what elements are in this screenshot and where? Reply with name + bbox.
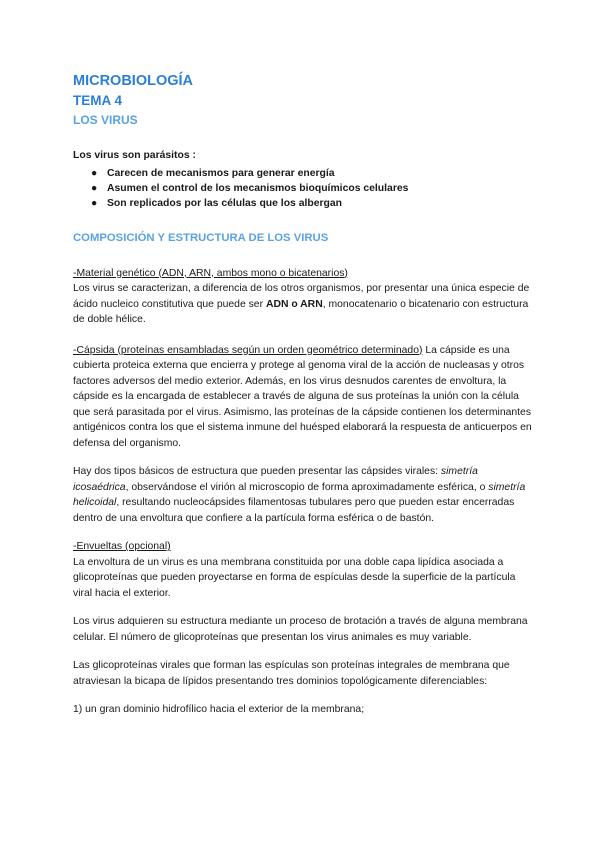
tipos-paragraph: Hay dos tipos básicos de estructura que pueden presentar las cápsides virales: simetría icosaédrica, observándose el virión al microscopio de forma aproximadamente esférica, o simetría helicoidal, resultando nucleocápsides filamentosas tubulares pero que pueden estar encerradas dentro de una envoltura que confiere a la partícula forma esférica o de bastón. [73, 466, 526, 524]
intro-lead: Los virus son parásitos : [73, 150, 196, 161]
document-content [73, 72, 533, 718]
bullet-icon: ● [91, 197, 98, 209]
glicoproteinas-paragraph: Las glicoproteínas virales que forman las espículas son proteínas integrales de membrana que atraviesan la bicapa de lípidos presentando tres dominios topológicamente diferenciables: [73, 660, 510, 687]
section-heading: COMPOSICIÓN Y ESTRUCTURA DE LOS VIRUS [73, 231, 329, 244]
bullet-icon: ● [91, 167, 98, 179]
envueltas-heading: -Envueltas (opcional) [73, 541, 171, 552]
topic-title: LOS VIRUS [73, 113, 138, 127]
list-item: ● Asumen el control de los mecanismos bioquímicos celulares [91, 182, 409, 194]
material-paragraph: -Material genético (ADN, ARN, ambos mono o bicatenarios) Los virus se caracterizan, a diferencia de los otros organismos, por presentar una única especie de ácido nucleico constitutiva que puede ser ADN o ARN, monocatenario o bicatenario con estructura de doble hélice. [73, 267, 530, 325]
intro-bullet-list [73, 166, 533, 211]
brotacion-paragraph: Los virus adquieren su estructura mediante un proceso de brotación a través de alguna membrana celular. El número de glicoproteínas que presentan los virus animales es muy variable. [73, 616, 528, 643]
bullet-icon: ● [91, 182, 98, 194]
capsida-paragraph: -Cápsida (proteínas ensambladas según un orden geométrico determinado) La cápside es una cubierta proteica externa que encierra y protege al genoma viral de la acción de nucleasas y otros factores adversos del medio exterior. Además, en los virus desnudos carentes de envoltura, la cápside es la encargada de establecer a través de alguna de sus proteínas la unión con la célula que será parasitada por el virus. Asimismo, las proteínas de la cápside contienen los determinantes antigénicos contra los que el sistema inmune del huésped elaborará la respuesta de anticuerpos en defensa del organismo. [73, 344, 532, 449]
material-heading: -Material genético (ADN, ARN, ambos mono o bicatenarios) [73, 267, 348, 279]
capsida-heading: -Cápsida (proteínas ensambladas según un orden geométrico determinado) [73, 344, 423, 356]
list-item: ● Son replicados por las células que los albergan [91, 197, 343, 209]
topic-number: TEMA 4 [73, 93, 123, 108]
dominio-paragraph: 1) un gran dominio hidrofílico hacia el exterior de la membrana; [73, 704, 365, 715]
envueltas-paragraph: -Envueltas (opcional) La envoltura de un virus es una membrana constituida por una doble capa lipídica asociada a glicoproteínas que pueden proyectarse en forma de espículas desde la superficie de la partícula viral hacia el exterior. [73, 541, 516, 599]
list-item: ● Carecen de mecanismos para generar energía [91, 167, 335, 179]
document-title: MICROBIOLOGÍA [73, 73, 194, 89]
